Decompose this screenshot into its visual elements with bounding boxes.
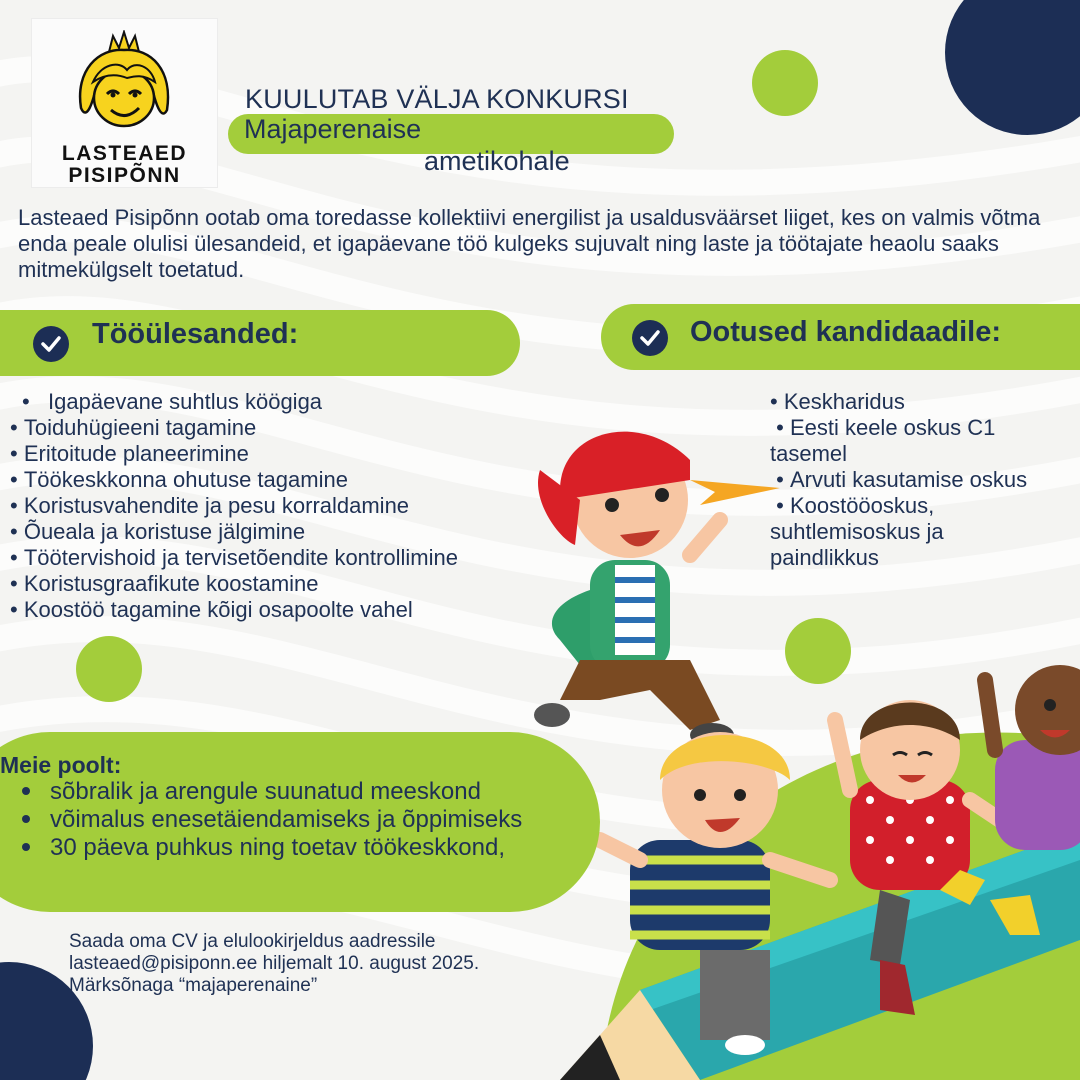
decor-circle-green-left <box>76 636 142 702</box>
girl-face-crown-icon <box>69 30 179 140</box>
header-announcement: KUULUTAB VÄLJA KONKURSI <box>245 84 629 114</box>
header-position-suffix: ametikohale <box>424 146 570 176</box>
list-item: • Toiduhügieeni tagamine <box>10 415 257 440</box>
list-item: • Eesti keele oskus C1 tasemel <box>770 415 996 466</box>
tasks-list <box>10 389 570 623</box>
list-item: • Koostöö tagamine kõigi osapoolte vahel <box>10 597 413 622</box>
check-icon <box>33 326 69 362</box>
logo <box>31 18 218 188</box>
logo-text-line1: LASTEAED <box>61 142 188 165</box>
list-item: 30 päeva puhkus ning toetav töökeskkond, <box>22 834 522 862</box>
tasks-title: Tööülesanded: <box>92 318 299 350</box>
offer-list <box>22 778 522 862</box>
list-item: • Eritoitude planeerimine <box>10 441 249 466</box>
list-item: sõbralik ja arengule suunatud meeskond <box>22 778 522 806</box>
list-item: • Töötervishoid ja tervisetõendite kontrollimine <box>10 545 458 570</box>
intro-paragraph: Lasteaed Pisipõnn ootab oma toredasse kollektiivi energilist ja usaldusväärset liiget, kes on valmis võtma enda peale olulisi ülesandeid, et igapäevane töö kulgeks sujuvalt ning laste ja töötajate heaolu saaks mitmekülgselt toetatud. <box>18 205 1041 282</box>
footer-line1: Saada oma CV ja elulookirjeldus aadressile <box>69 931 436 952</box>
contact-email[interactable]: lasteaed@pisiponn.ee hiljemalt 10. august 2025. <box>69 953 480 974</box>
header-position-title: Majaperenaise <box>244 114 422 144</box>
list-item: • Koristusvahendite ja pesu korraldamine <box>10 493 410 518</box>
logo-text-line2: PISIPÕNN <box>68 164 181 187</box>
list-item: võimalus enesetäiendamiseks ja õppimiseks <box>22 806 522 834</box>
list-item: • Õueala ja koristuse jälgimine <box>10 519 306 544</box>
list-item: • Töökeskkonna ohutuse tagamine <box>10 467 348 492</box>
list-item: • Keskharidus <box>770 389 905 414</box>
decor-circle-green-top <box>752 50 818 116</box>
boy-red-cap <box>534 432 780 747</box>
offer-title: Meie poolt: <box>0 752 122 778</box>
footer-line3: Märksõnaga “majaperenaine” <box>69 975 318 996</box>
list-item: • Koostööoskus, suhtlemisoskus ja paindlikkus <box>770 493 944 570</box>
application-instructions <box>69 931 589 997</box>
requirements-list <box>770 389 1055 571</box>
list-item: • Igapäevane suhtlus köögiga <box>22 389 323 414</box>
requirements-title: Ootused kandidaadile: <box>690 316 1001 348</box>
check-icon <box>632 320 668 356</box>
list-item: • Arvuti kasutamise oskus <box>770 467 1028 492</box>
list-item: • Koristusgraafikute koostamine <box>10 571 319 596</box>
